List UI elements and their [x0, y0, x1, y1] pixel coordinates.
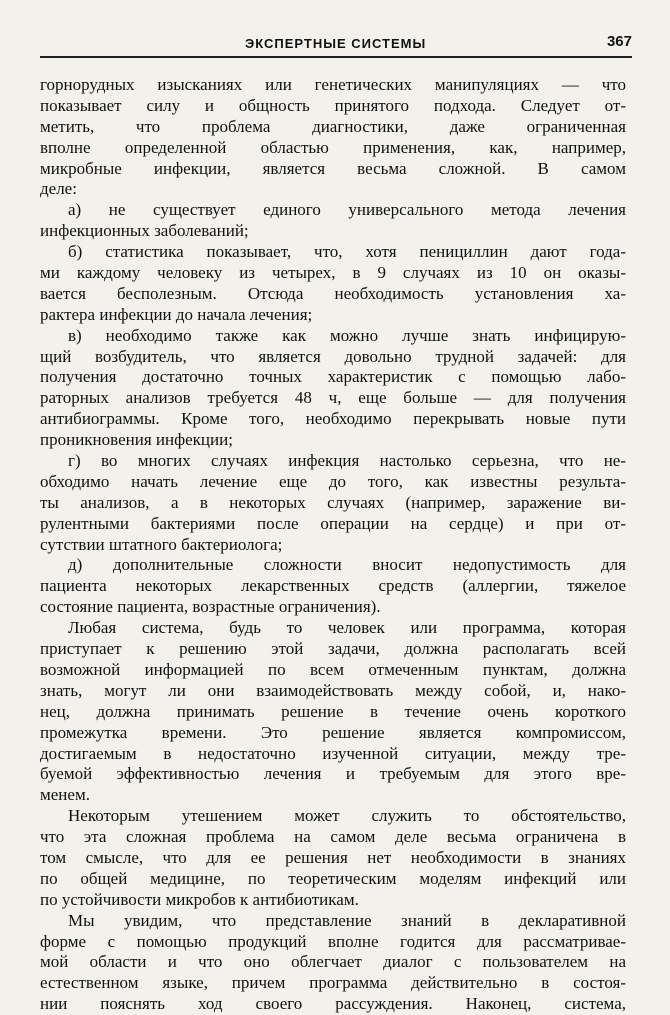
- text-line: деле:: [40, 179, 77, 199]
- text-line: ты анализов, а в некоторых случаях (например, заражение ви-: [40, 492, 626, 512]
- text-line: пациента некоторых лекарственных средств (аллергии, тяжелое: [40, 576, 626, 596]
- text-line: менем.: [40, 785, 90, 805]
- text-line: показывает силу и общность принятого подхода. Следует от-: [40, 95, 626, 115]
- text-line: Мы увидим, что представление знаний в декларативной: [68, 910, 626, 930]
- text-line: нец, должна принимать решение в течение очень короткого: [40, 701, 626, 721]
- page-header: [40, 30, 632, 58]
- text-line: раторных анализов требуется 48 ч, еще больше — для получения: [40, 388, 626, 408]
- text-line: инфекционных заболеваний;: [40, 221, 249, 241]
- text-line: обходимо начать лечение еще до того, как известны результа-: [40, 471, 626, 491]
- text-line: проникновения инфекции;: [40, 430, 233, 450]
- text-line: вается бесполезным. Отсюда необходимость установления ха-: [40, 283, 626, 303]
- text-line: естественном языке, причем программа действительно в состоя-: [40, 973, 626, 993]
- text-line: возможной информацией по всем отмеченным пунктам, должна: [40, 659, 626, 679]
- text-line: д) дополнительные сложности вносит недопустимость для: [68, 555, 626, 575]
- text-line: нии пояснять ход своего рассуждения. Наконец, система,: [40, 994, 626, 1014]
- text-line: вполне определенной областью применения, как, например,: [40, 137, 626, 157]
- text-line: том смысле, что для ее решения нет необходимости в знаниях: [40, 847, 626, 867]
- text-line: ми каждому человеку из четырех, в 9 случаях из 10 он оказы-: [40, 263, 626, 283]
- text-line: метить, что проблема диагностики, даже ограниченная: [40, 116, 626, 136]
- text-line: мой области и что оно облегчает диалог с пользователем на: [40, 952, 626, 972]
- text-line: промежутка времени. Это решение является компромиссом,: [40, 722, 626, 742]
- text-line: микробные инфекции, является весьма сложной. В самом: [40, 158, 626, 178]
- text-line: горнорудных изысканиях или генетических манипуляциях — что: [40, 75, 626, 94]
- body-text: [40, 75, 626, 1015]
- text-line: состояние пациента, возрастные ограничения).: [40, 597, 381, 617]
- text-line: щий возбудитель, что является довольно трудной задачей: для: [40, 346, 626, 366]
- text-line: по общей медицине, по теоретическим моделям инфекций или: [40, 868, 626, 888]
- text-line: сутствии штатного бактериолога;: [40, 534, 283, 554]
- text-line: антибиограммы. Кроме того, необходимо перекрывать новые пути: [40, 409, 626, 429]
- text-line: приступает к решению этой задачи, должна располагать всей: [40, 639, 626, 659]
- text-line: форме с помощью продукций вполне годится для рассматривае-: [40, 931, 626, 951]
- text-line: б) статистика показывает, что, хотя пенициллин дают года-: [68, 242, 626, 262]
- text-line: рактера инфекции до начала лечения;: [40, 304, 313, 324]
- text-line: получения достаточно точных характеристик с помощью лабо-: [40, 367, 626, 387]
- text-line: по устойчивости микробов к антибиотикам.: [40, 889, 359, 909]
- text-line: Любая система, будь то человек или программа, которая: [68, 618, 626, 638]
- text-line: что эта сложная проблема на самом деле весьма ограничена в: [40, 827, 626, 847]
- text-line: а) не существует единого универсального метода лечения: [68, 200, 626, 220]
- page-number: 367: [606, 33, 632, 50]
- running-title: ЭКСПЕРТНЫЕ СИСТЕМЫ: [245, 36, 427, 51]
- text-line: достигаемым в недостаточно изученной ситуации, между тре-: [40, 743, 626, 763]
- text-line: г) во многих случаях инфекция настолько серьезна, что не-: [68, 451, 626, 471]
- text-line: буемой эффективностью лечения и требуемым для этого вре-: [40, 764, 626, 784]
- text-line: знать, могут ли они взаимодействовать между собой, и, нако-: [40, 680, 626, 700]
- text-line: Некоторым утешением может служить то обстоятельство,: [68, 806, 626, 826]
- text-line: в) необходимо также как можно лучше знать инфицирую-: [68, 325, 626, 345]
- text-line: рулентными бактериями после операции на сердце) и при от-: [40, 513, 626, 533]
